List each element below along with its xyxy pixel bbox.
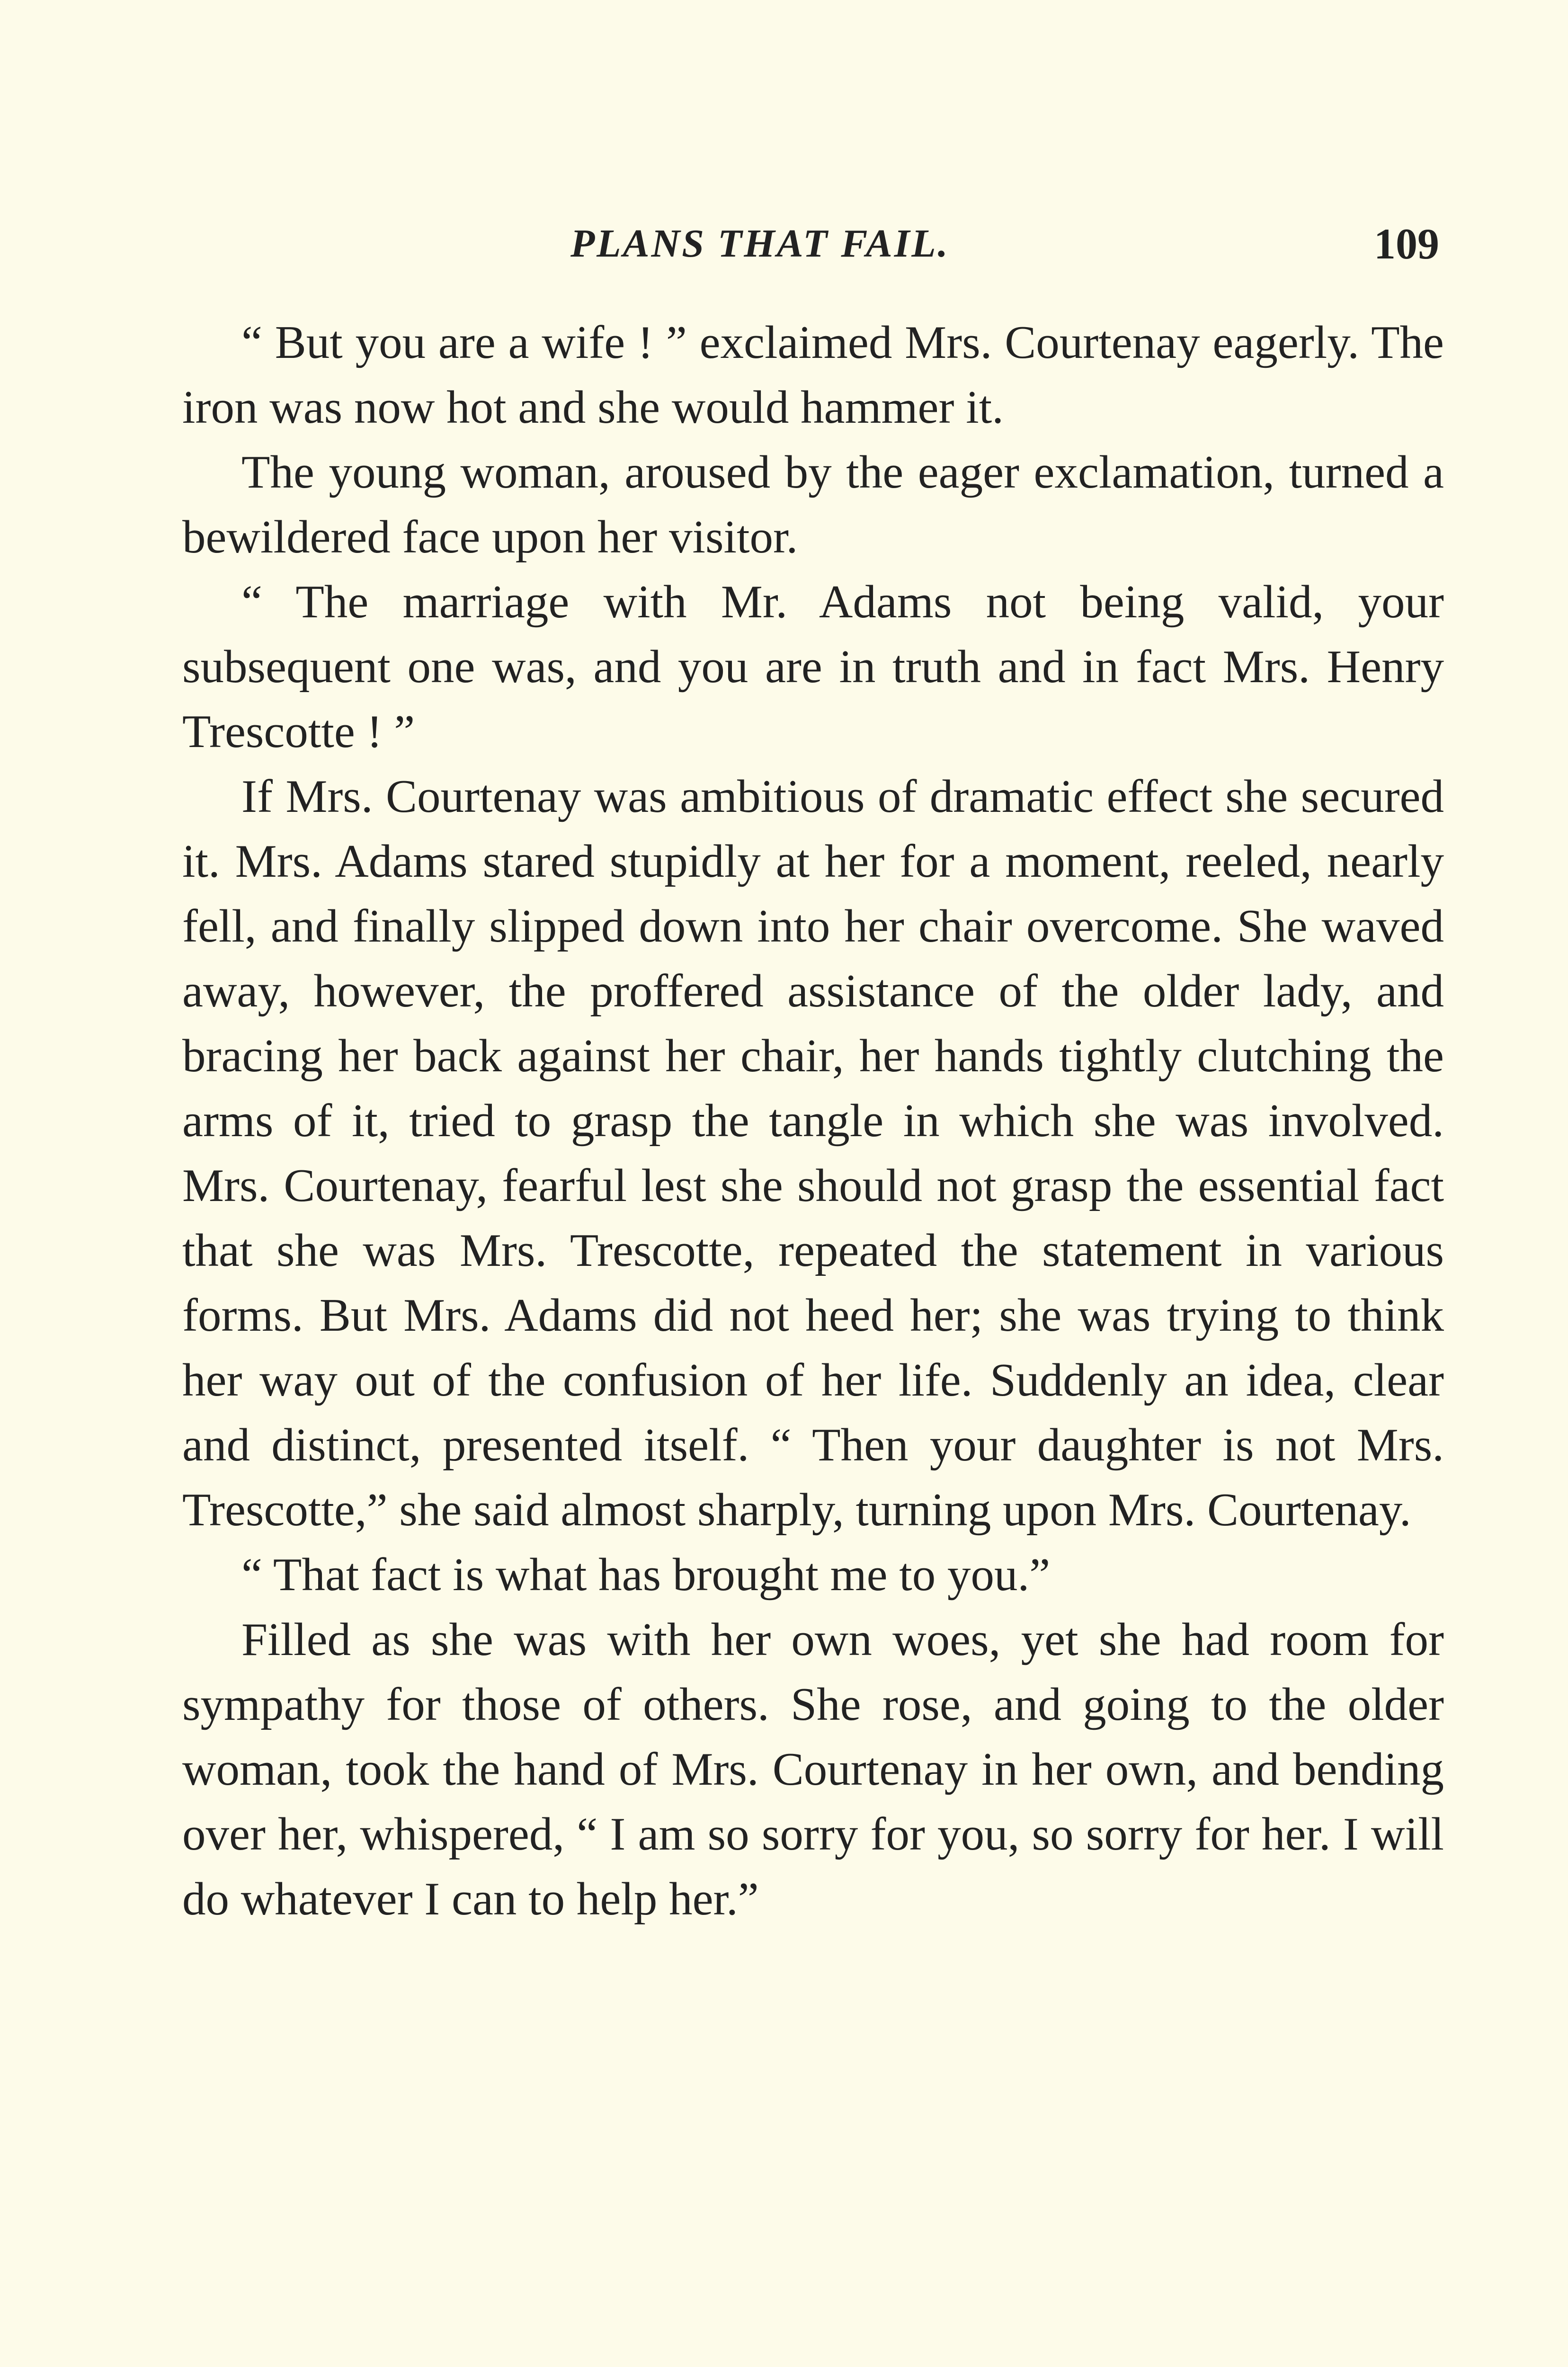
paragraph: Filled as she was with her own woes, yet she had room for sympathy for those of others. She rose, and going to the older woman, took the hand of Mrs. Courtenay in her own, and bending over her, whispered, “ I am so sorry for you, so sorry for her. I will do whatever I can to help her.” <box>182 1614 1444 1925</box>
paragraph: The young woman, aroused by the eager exclamation, turned a bewildered face upon her visitor. <box>182 446 1444 563</box>
running-head <box>182 218 1444 270</box>
page-number: 109 <box>1374 220 1439 268</box>
paragraph: “ That fact is what has brought me to you.” <box>241 1549 1051 1601</box>
body-text <box>182 310 1444 1931</box>
paragraph: “ The marriage with Mr. Adams not being valid, your subsequent one was, and you are in truth and in fact Mrs. Henry Trescotte ! ” <box>182 576 1444 757</box>
running-title: PLANS THAT FAIL. <box>570 222 950 266</box>
paragraph: “ But you are a wife ! ” exclaimed Mrs. Courtenay eagerly. The iron was now hot and she would hammer it. <box>182 317 1444 433</box>
paragraph: If Mrs. Courtenay was ambitious of dramatic effect she secured it. Mrs. Adams stared stupidly at her for a moment, reeled, nearly fell, and finally slipped down into her chair overcome. She waved away, however, the proffered assistance of the older lady, and bracing her back against her chair, her hands tightly clutching the arms of it, tried to grasp the tangle in which she was involved. Mrs. Courtenay, fearful lest she should not grasp the essential fact that she was Mrs. Trescotte, repeated the statement in various forms. But Mrs. Adams did not heed her; she was trying to think her way out of the confusion of her life. Suddenly an idea, clear and distinct, presented itself. “ Then your daughter is not Mrs. Trescotte,” she said almost sharply, turning upon Mrs. Courtenay. <box>182 771 1444 1536</box>
